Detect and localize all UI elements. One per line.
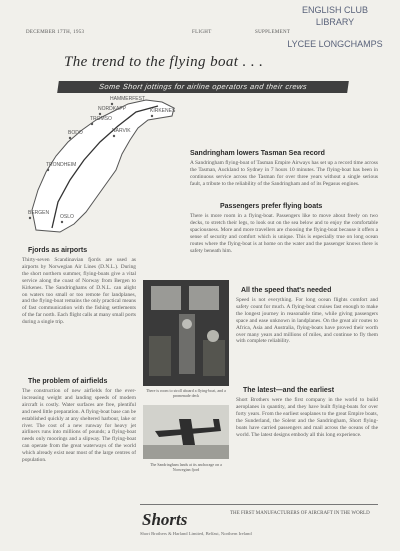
body-speed: Speed is not everything. For long ocean flights comfort and safety count for much. A flying-boat cruises fast enough to make the longest journey in reasonable time, while giving passengers space and ease unknown in landplanes. On the great air routes to Africa, Asia and Australia, flying-boats have proved their worth over many years and millions of miles, and continue to fly them with complete reliability. — [236, 297, 378, 345]
stamp-line-2: LIBRARY — [315, 17, 355, 27]
map-label-tromso: TROMSO — [90, 116, 112, 122]
heading-passengers: Passengers prefer flying boats — [220, 203, 323, 210]
map-town-dot — [47, 169, 49, 171]
map-town-dot — [113, 135, 115, 137]
subtitle-banner: Some Short jottings for airline operators and their crews — [57, 81, 349, 93]
map-label-kirkenes: KIRKENES — [150, 108, 176, 114]
page-title: The trend to the flying boat . . . — [64, 54, 264, 70]
map-label-bergen: BERGEN — [28, 210, 50, 216]
map-town-dot — [69, 137, 71, 139]
heading-fjords: Fjords as airports — [28, 247, 88, 254]
stamp-line-1: ENGLISH CLUB — [301, 5, 369, 15]
map-label-hammerfest: HAMMERFEST — [110, 96, 145, 102]
map-town-dot — [111, 103, 113, 105]
heading-tasman: Sandringham lowers Tasman Sea record — [190, 150, 325, 157]
footer-divider — [140, 504, 378, 505]
map-label-oslo: OSLO — [60, 214, 74, 220]
map-town-dot — [151, 115, 153, 117]
map-town-dot — [99, 113, 101, 115]
heading-latest: The latest—and the earliest — [243, 387, 335, 394]
photo-flying-boat — [143, 405, 229, 459]
map-label-trondheim: TRONDHEIM — [46, 162, 77, 168]
body-fjords: Thirty-seven Scandinavian fjords are used as airports by Norwegian Air Lines (D.N.L.). During the short northern summer, flying-boats give a vital service along the coast of Norway from Bergen to Kirkenes. The Sandringhams of D.N.L. can alight on waters too small or too remote for landplanes, and the flying-boat remains the only practical means of fast communication with the fishing settlements of the far north. Each flight calls at many small ports during a single trip. — [22, 257, 136, 326]
magazine-name: FLIGHT — [192, 30, 212, 35]
caption-interior: There is room to stroll aboard a flying-boat, and a promenade deck — [146, 388, 226, 398]
photo-interior — [143, 280, 229, 386]
heading-airfields: The problem of airfields — [28, 378, 108, 385]
caption-flying-boat: The Sandringham lands at its anchorage on a Norwegian fjord — [150, 462, 222, 472]
body-airfields: The construction of new airfields for the ever-increasing weight and landing speeds of modern aircraft is costly. Water surfaces are free, plentiful and need little preparation. A flying-boat base can be established quickly at any sheltered harbour, lake or river. The cost of a new runway for heavy jet airliners runs into millions of pounds; a flying-boat needs only moorings and a slipway. The flying-boat can operate from the great waterways of the world which already exist near most of the large centres of population. — [22, 388, 136, 464]
body-tasman: A Sandringham flying-boat of Tasman Empire Airways has set up a record time across the Tasman, Auckland to Sydney in 7 hours 10 minutes. The flying-boat has been in continuous service across the Tasman for over three years without a single serious fault, a tribute to the reliability of the Sandringham and of its Pegasus engines. — [190, 160, 378, 187]
norway-route-map — [24, 90, 192, 240]
body-passengers: There is more room in a flying-boat. Passengers like to move about freely on two decks, to stretch their legs, to look out on the sea below and to enjoy the comfortable spaciousness. More and more travellers are choosing the flying-boat because it offers a sense of security and comfort which is unique. This is especially true on long ocean routes where the flying-boat is at home on the water and the passenger knows there is safety beneath him. — [190, 213, 378, 254]
supplement-label: SUPPLEMENT — [255, 30, 291, 35]
map-label-nordkapp: NORDKAPP — [98, 106, 127, 112]
map-label-narvik: NARVIK — [112, 128, 131, 134]
issue-date: DECEMBER 17TH, 1953 — [26, 30, 85, 35]
stamp-line-3: LYCEE LONGCHAMPS — [287, 39, 383, 49]
map-label-bodo: BODO — [68, 130, 83, 136]
map-town-dot — [29, 217, 31, 219]
body-latest: Short Brothers were the first company in the world to build aeroplanes in quantity, and they have built flying-boats for over forty years. From the earliest seaplanes to the great Empire boats, the Sunderland, the Solent and the Sandringham, Short flying-boats have carried passengers and mail across the oceans of the world. The latest designs embody all this long experience. — [236, 397, 378, 438]
heading-speed: All the speed that's needed — [241, 287, 332, 294]
footer-tagline: THE FIRST MANUFACTURERS OF AIRCRAFT IN THE WORLD — [230, 511, 370, 516]
map-town-dot — [91, 123, 93, 125]
shorts-logo: Shorts — [142, 510, 188, 529]
map-town-dot — [61, 221, 63, 223]
footer-builders: Short Brothers & Harland Limited, Belfast, Northern Ireland — [140, 531, 252, 536]
